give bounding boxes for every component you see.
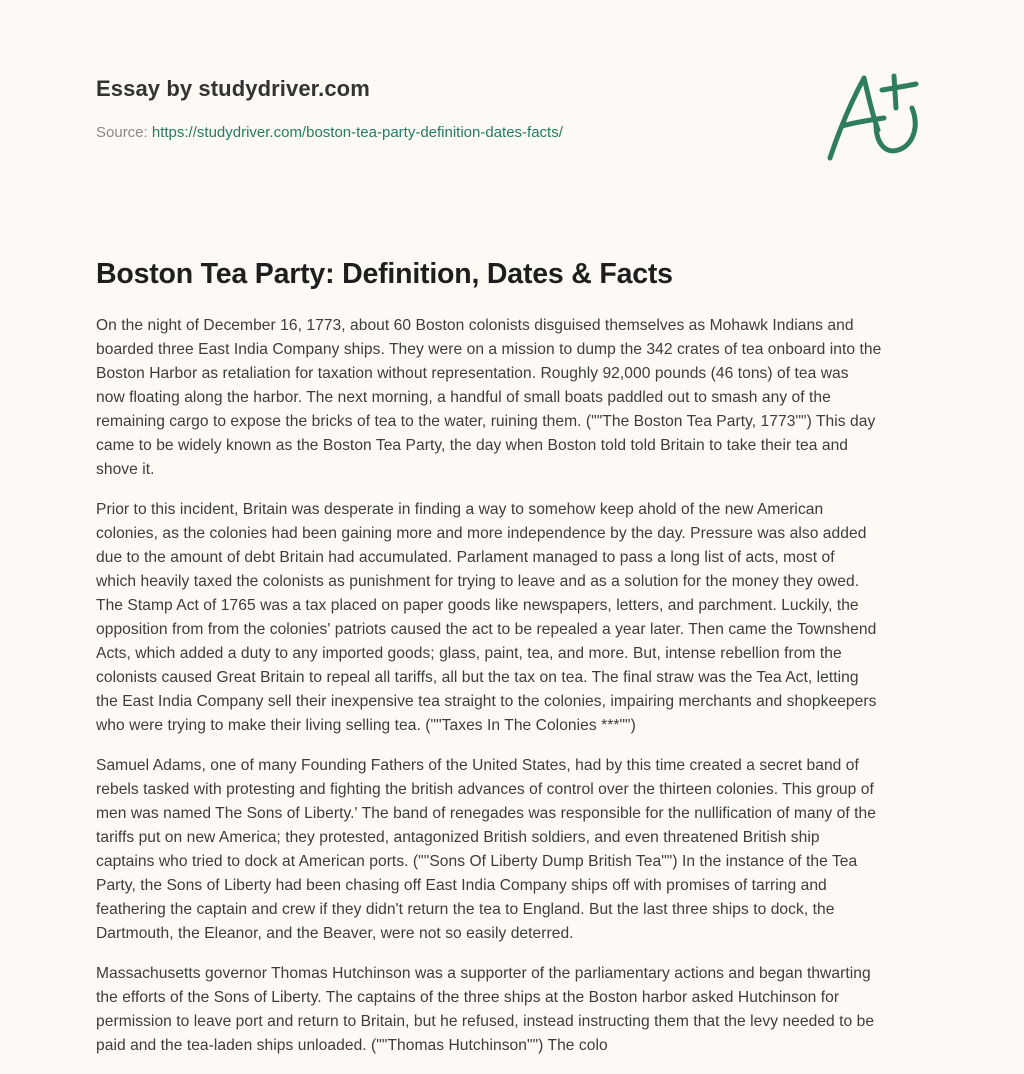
essay-header: [96, 74, 926, 143]
text-line: now floating along the harbor. The next morning, a handful of small boats paddled out to smash any of the: [96, 389, 831, 406]
text-line: Party, the Sons of Liberty had been chasing off East India Company ships off with promises of tarring and: [96, 877, 827, 894]
paragraph-2: [96, 498, 936, 738]
article-body: [96, 314, 936, 1074]
paragraph-1: [96, 314, 936, 482]
text-line: Boston Harbor as retaliation for taxation without representation. Roughly 92,000 pounds (46 tons) of tea was: [96, 365, 849, 382]
text-line: paid and the tea-laden ships unloaded. (""Thomas Hutchinson"") The colo: [96, 1037, 608, 1054]
text-line: tariffs put on new America; they protested, antagonized British soldiers, and even threatened British ship: [96, 829, 820, 846]
text-line: Acts, which added a duty to any imported goods; glass, paint, tea, and more. But, intense rebellion from the: [96, 645, 842, 662]
text-line: rebels tasked with protesting and fighting the british advances of control over the thirteen colonies. This group of: [96, 781, 874, 798]
a-plus-grade-icon: [820, 64, 930, 168]
text-line: Massachusetts governor Thomas Hutchinson was a supporter of the parliamentary actions and began thwarting: [96, 965, 871, 982]
text-line: feathering the captain and crew if they didn't return the tea to England. But the last three ships to dock, the: [96, 901, 835, 918]
brand-title: Essay by studydriver.com: [96, 76, 370, 101]
text-line: which heavily taxed the colonists as punishment for trying to leave and as a solution for the money they owed.: [96, 573, 860, 590]
source-link[interactable]: https://studydriver.com/boston-tea-party-definition-dates-facts/: [151, 124, 563, 141]
paragraph-3: [96, 754, 936, 946]
article-title: Boston Tea Party: Definition, Dates & Facts: [96, 258, 673, 290]
text-line: remaining cargo to expose the bricks of tea to the water, ruining them. (""The Boston Tea Party, 1773"") This day: [96, 413, 876, 430]
text-line: Dartmouth, the Eleanor, and the Beaver, were not so easily deterred.: [96, 925, 574, 942]
text-line: men was named The Sons of Liberty.' The band of renegades was responsible for the nullification of many of the: [96, 805, 876, 822]
source-label: Source:: [96, 124, 148, 141]
paragraph-4: [96, 962, 936, 1058]
text-line: due to the amount of debt Britain had accumulated. Parlament managed to pass a long list of acts, most of: [96, 549, 835, 566]
text-line: Prior to this incident, Britain was desperate in finding a way to somehow keep ahold of the new American: [96, 501, 824, 518]
text-line: The Stamp Act of 1765 was a tax placed on paper goods like newspapers, letters, and parchment. Luckily, the: [96, 597, 859, 614]
text-line: On the night of December 16, 1773, about 60 Boston colonists disguised themselves as Mohawk Indians and: [96, 317, 854, 334]
text-line: shove it.: [96, 461, 155, 478]
text-line: who were trying to make their living selling tea. (""Taxes In The Colonies ***""): [96, 717, 636, 734]
text-line: permission to leave port and return to Britain, but he refused, instead instructing them that the levy needed to be: [96, 1013, 875, 1030]
text-line: colonists caused Great Britain to repeal all tariffs, all but the tax on tea. The final straw was the Tea Act, letting: [96, 669, 859, 686]
text-line: colonies, as the colonies had been gaining more and more independence by the day. Pressure was also added: [96, 525, 867, 542]
text-line: the East India Company sell their inexpensive tea straight to the colonies, impairing merchants and shopkeepers: [96, 693, 877, 710]
text-line: opposition from from the colonies' patriots caused the act to be repealed a year later. Then came the Townshend: [96, 621, 877, 638]
text-line: captains who tried to dock at American ports. (""Sons Of Liberty Dump British Tea"") In the instance of the Tea: [96, 853, 858, 870]
source-line: [96, 123, 926, 143]
text-line: the efforts of the Sons of Liberty. The captains of the three ships at the Boston harbor asked Hutchinson for: [96, 989, 840, 1006]
text-line: came to be widely known as the Boston Tea Party, the day when Boston told told Britain to take their tea and: [96, 437, 849, 454]
text-line: Samuel Adams, one of many Founding Fathers of the United States, had by this time created a secret band of: [96, 757, 859, 774]
text-line: boarded three East India Company ships. They were on a mission to dump the 342 crates of tea onboard into the: [96, 341, 882, 358]
